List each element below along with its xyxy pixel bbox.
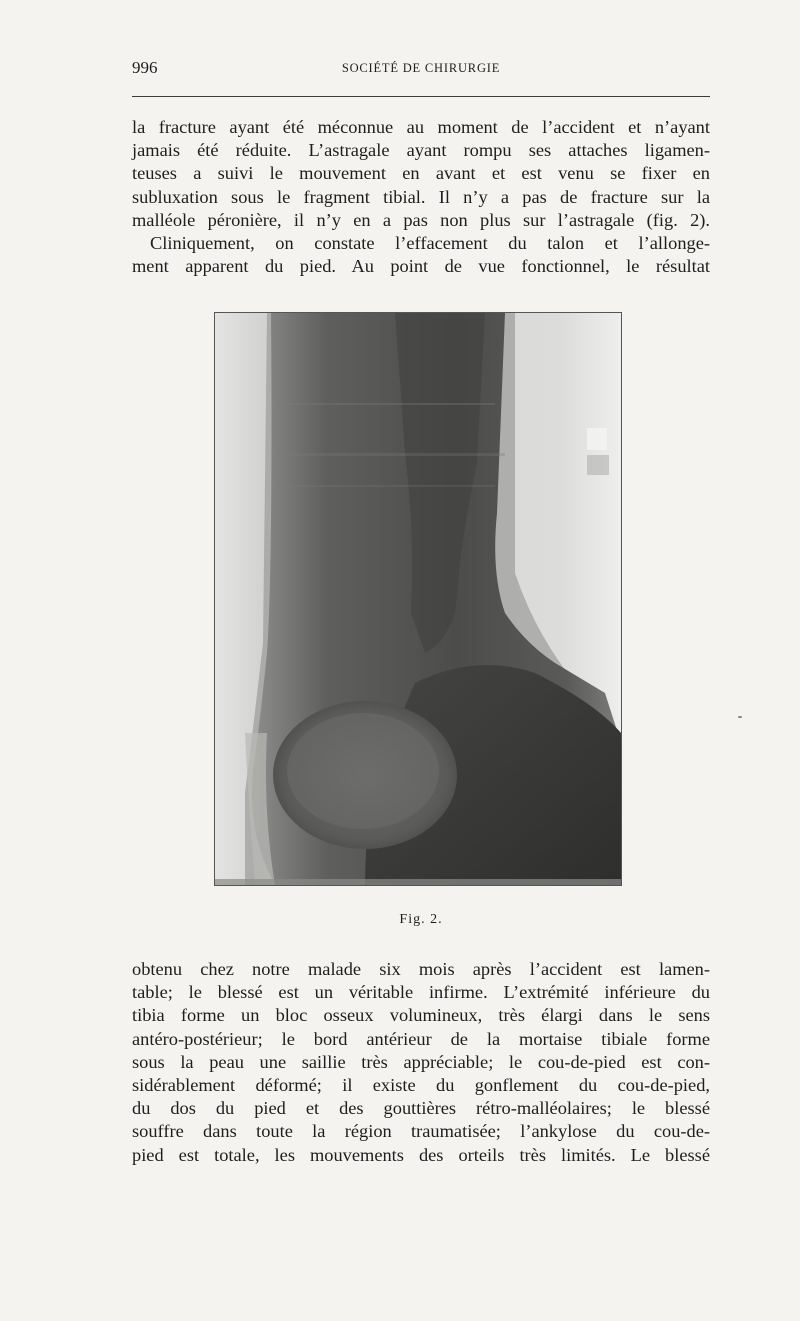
page-header (132, 58, 710, 86)
text-line: sous la peau une saillie très appréciable; le cou-de-pied est con- (132, 1051, 710, 1072)
xray-figure (214, 312, 622, 886)
text-line: subluxation sous le fragment tibial. Il n’y a pas de fracture sur la (132, 186, 710, 207)
text-line: malléole péronière, il n’y en a pas non plus sur l’astragale (fig. 2). (132, 209, 710, 230)
text-line: tibia forme un bloc osseux volumineux, très élargi dans le sens (132, 1005, 710, 1026)
text-line: ment apparent du pied. Au point de vue fonctionnel, le résultat (132, 256, 710, 277)
text-line: sidérablement déformé; il existe du gonflement du cou-de-pied, (132, 1075, 710, 1096)
header-rule (132, 96, 710, 97)
text-line: pied est totale, les mouvements des orteils très limités. Le blessé (132, 1144, 710, 1165)
figure-caption: Fig. 2. (399, 912, 443, 927)
text-line: du dos du pied et des gouttières rétro-malléolaires; le blessé (132, 1098, 710, 1119)
paper-speck (738, 716, 742, 718)
text-line: table; le blessé est un véritable infirme. L’extrémité inférieure du (132, 982, 710, 1003)
text-line: obtenu chez notre malade six mois après l’accident est lamen- (132, 959, 710, 979)
text-line: la fracture ayant été méconnue au moment de l’accident et n’ayant (132, 117, 710, 137)
text-line: antéro-postérieur; le bord antérieur de la mortaise tibiale forme (132, 1028, 710, 1049)
text-line: souffre dans toute la région traumatisée; l’ankylose du cou-de- (132, 1121, 710, 1142)
text-line: teuses a suivi le mouvement en avant et est venu se fixer en (132, 163, 710, 184)
xray-image (215, 313, 621, 885)
page-number: 996 (132, 58, 158, 77)
running-title: SOCIÉTÉ DE CHIRURGIE (341, 61, 501, 75)
text-line: Cliniquement, on constate l’effacement du talon et l’allonge- (150, 233, 710, 254)
body-text-bottom (132, 958, 710, 1167)
body-text-top (132, 116, 710, 278)
text-line: jamais été réduite. L’astragale ayant rompu ses attaches ligamen- (132, 140, 710, 161)
